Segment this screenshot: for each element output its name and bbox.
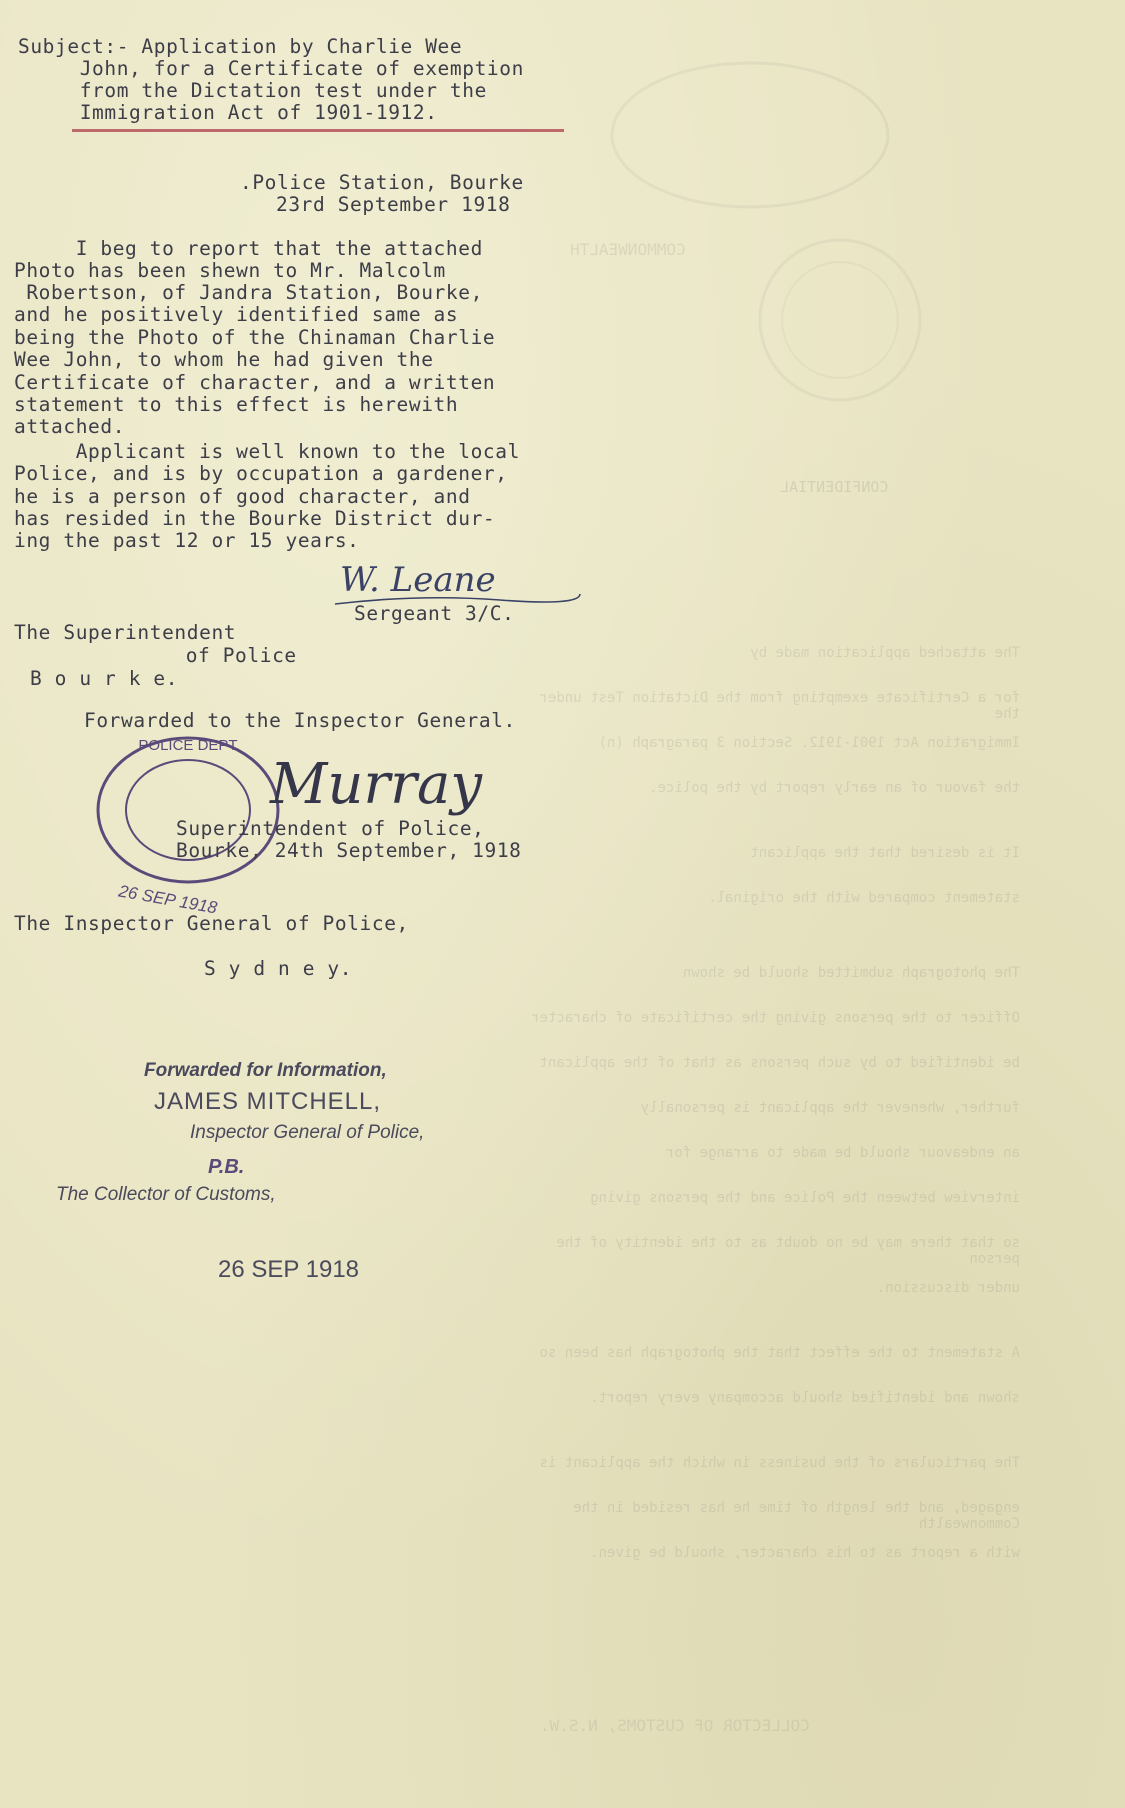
body-line-14: ing the past 12 or 15 years. <box>14 529 360 552</box>
ghost-line: engaged, and the length of time he has resided in the Commonwealth <box>573 1500 1020 1532</box>
ghost-line: under discussion. <box>876 1280 1020 1296</box>
ghost-line: shown and identified should accompany every report. <box>590 1390 1020 1406</box>
sergeant-title: Sergeant 3/C. <box>354 602 515 625</box>
ghost-line: interview between the Police and the persons giving <box>590 1190 1020 1206</box>
ghost-round-stamp <box>740 220 940 420</box>
addressee1-line-3: B o u r k e. <box>30 667 179 690</box>
ghost-line: The attached application made by <box>750 645 1020 661</box>
body-line-2: Photo has been shewn to Mr. Malcolm <box>14 259 446 282</box>
body-line-3: Robertson, of Jandra Station, Bourke, <box>14 281 483 304</box>
ghost-line: Immigration Act 1901-1912. Section 3 paragraph (n) <box>598 735 1020 751</box>
addressee2-line-2: S y d n e y. <box>204 957 353 980</box>
station-line: .Police Station, Bourke <box>240 171 524 194</box>
ghost-line: an endeavour should be made to arrange for <box>665 1145 1020 1161</box>
subject-line-4: Immigration Act of 1901-1912. <box>18 101 438 124</box>
ghost-line: It is desired that the applicant <box>750 845 1020 861</box>
subject-line-3: from the Dictation test under the <box>18 79 487 102</box>
ghost-heading: CONFIDENTIAL <box>780 478 889 496</box>
ghost-line: be identified to by such persons as that of the applicant <box>539 1055 1020 1071</box>
superintendent-line-1: Superintendent of Police, <box>176 817 485 840</box>
forward-info-date: 26 SEP 1918 <box>218 1256 360 1283</box>
ghost-line: with a report as to his character, should be given. <box>590 1545 1020 1561</box>
ghost-oval-stamp <box>600 45 900 225</box>
forward-to-inspector: Forwarded to the Inspector General. <box>84 709 516 732</box>
forward-info-line-4: The Collector of Customs, <box>56 1184 276 1205</box>
body-line-10: Applicant is well known to the local <box>14 440 520 463</box>
forward-initials: P.B. <box>208 1156 245 1178</box>
date-line: 23rd September 1918 <box>276 193 511 216</box>
ghost-line: further, whenever the applicant is personally <box>640 1100 1020 1116</box>
body-line-4: and he positively identified same as <box>14 303 459 326</box>
subject-line-1: Subject:- Application by Charlie Wee <box>18 35 463 58</box>
body-line-7: Certificate of character, and a written <box>14 371 496 394</box>
ghost-top-right: COMMONWEALTH <box>570 240 686 259</box>
forward-info-line-2: JAMES MITCHELL, <box>154 1088 382 1115</box>
stamp-top-text: POLICE DEPT <box>138 737 238 754</box>
ghost-line: for a Certificate exempting from the Dictation Test under the <box>539 690 1020 722</box>
subject-line-2: John, for a Certificate of exemption <box>18 57 524 80</box>
ghost-collector: COLLECTOR OF CUSTOMS, N.S.W. <box>540 1716 810 1735</box>
body-line-8: statement to this effect is herewith <box>14 393 459 416</box>
ghost-line: Officer to the persons giving the certificate of character <box>531 1010 1020 1026</box>
body-line-13: has resided in the Bourke District dur- <box>14 507 496 530</box>
addressee1-line-1: The Superintendent <box>14 621 237 644</box>
body-line-6: Wee John, to whom he had given the <box>14 348 434 371</box>
superintendent-signature: Murray <box>270 752 482 817</box>
body-line-1: I beg to report that the attached <box>14 237 483 260</box>
body-line-12: he is a person of good character, and <box>14 485 471 508</box>
ghost-line: The particulars of the business in which the applicant is <box>539 1455 1020 1471</box>
addressee2-line-1: The Inspector General of Police, <box>14 912 409 935</box>
sergeant-signature: W. Leane <box>340 560 496 600</box>
body-line-11: Police, and is by occupation a gardener, <box>14 462 508 485</box>
superintendent-line-2: Bourke, 24th September, 1918 <box>176 839 522 862</box>
ghost-line: the favour of an early report by the police. <box>649 780 1020 796</box>
body-line-9: attached. <box>14 415 126 438</box>
subject-underline <box>72 129 564 132</box>
body-line-5: being the Photo of the Chinaman Charlie <box>14 326 496 349</box>
forward-info-line-1: Forwarded for Information, <box>144 1060 387 1081</box>
ghost-line: so that there may be no doubt as to the identity of the person <box>556 1235 1020 1267</box>
forward-info-line-3: Inspector General of Police, <box>190 1122 425 1143</box>
addressee1-line-2: of Police <box>124 644 297 667</box>
ghost-line: statement compared with the original. <box>708 890 1020 906</box>
ghost-line: The photograph submitted should be shown <box>682 965 1020 981</box>
received-stamp-date: 26 SEP 1918 <box>117 881 219 918</box>
ghost-line: A statement to the effect that the photograph has been so <box>539 1345 1020 1361</box>
